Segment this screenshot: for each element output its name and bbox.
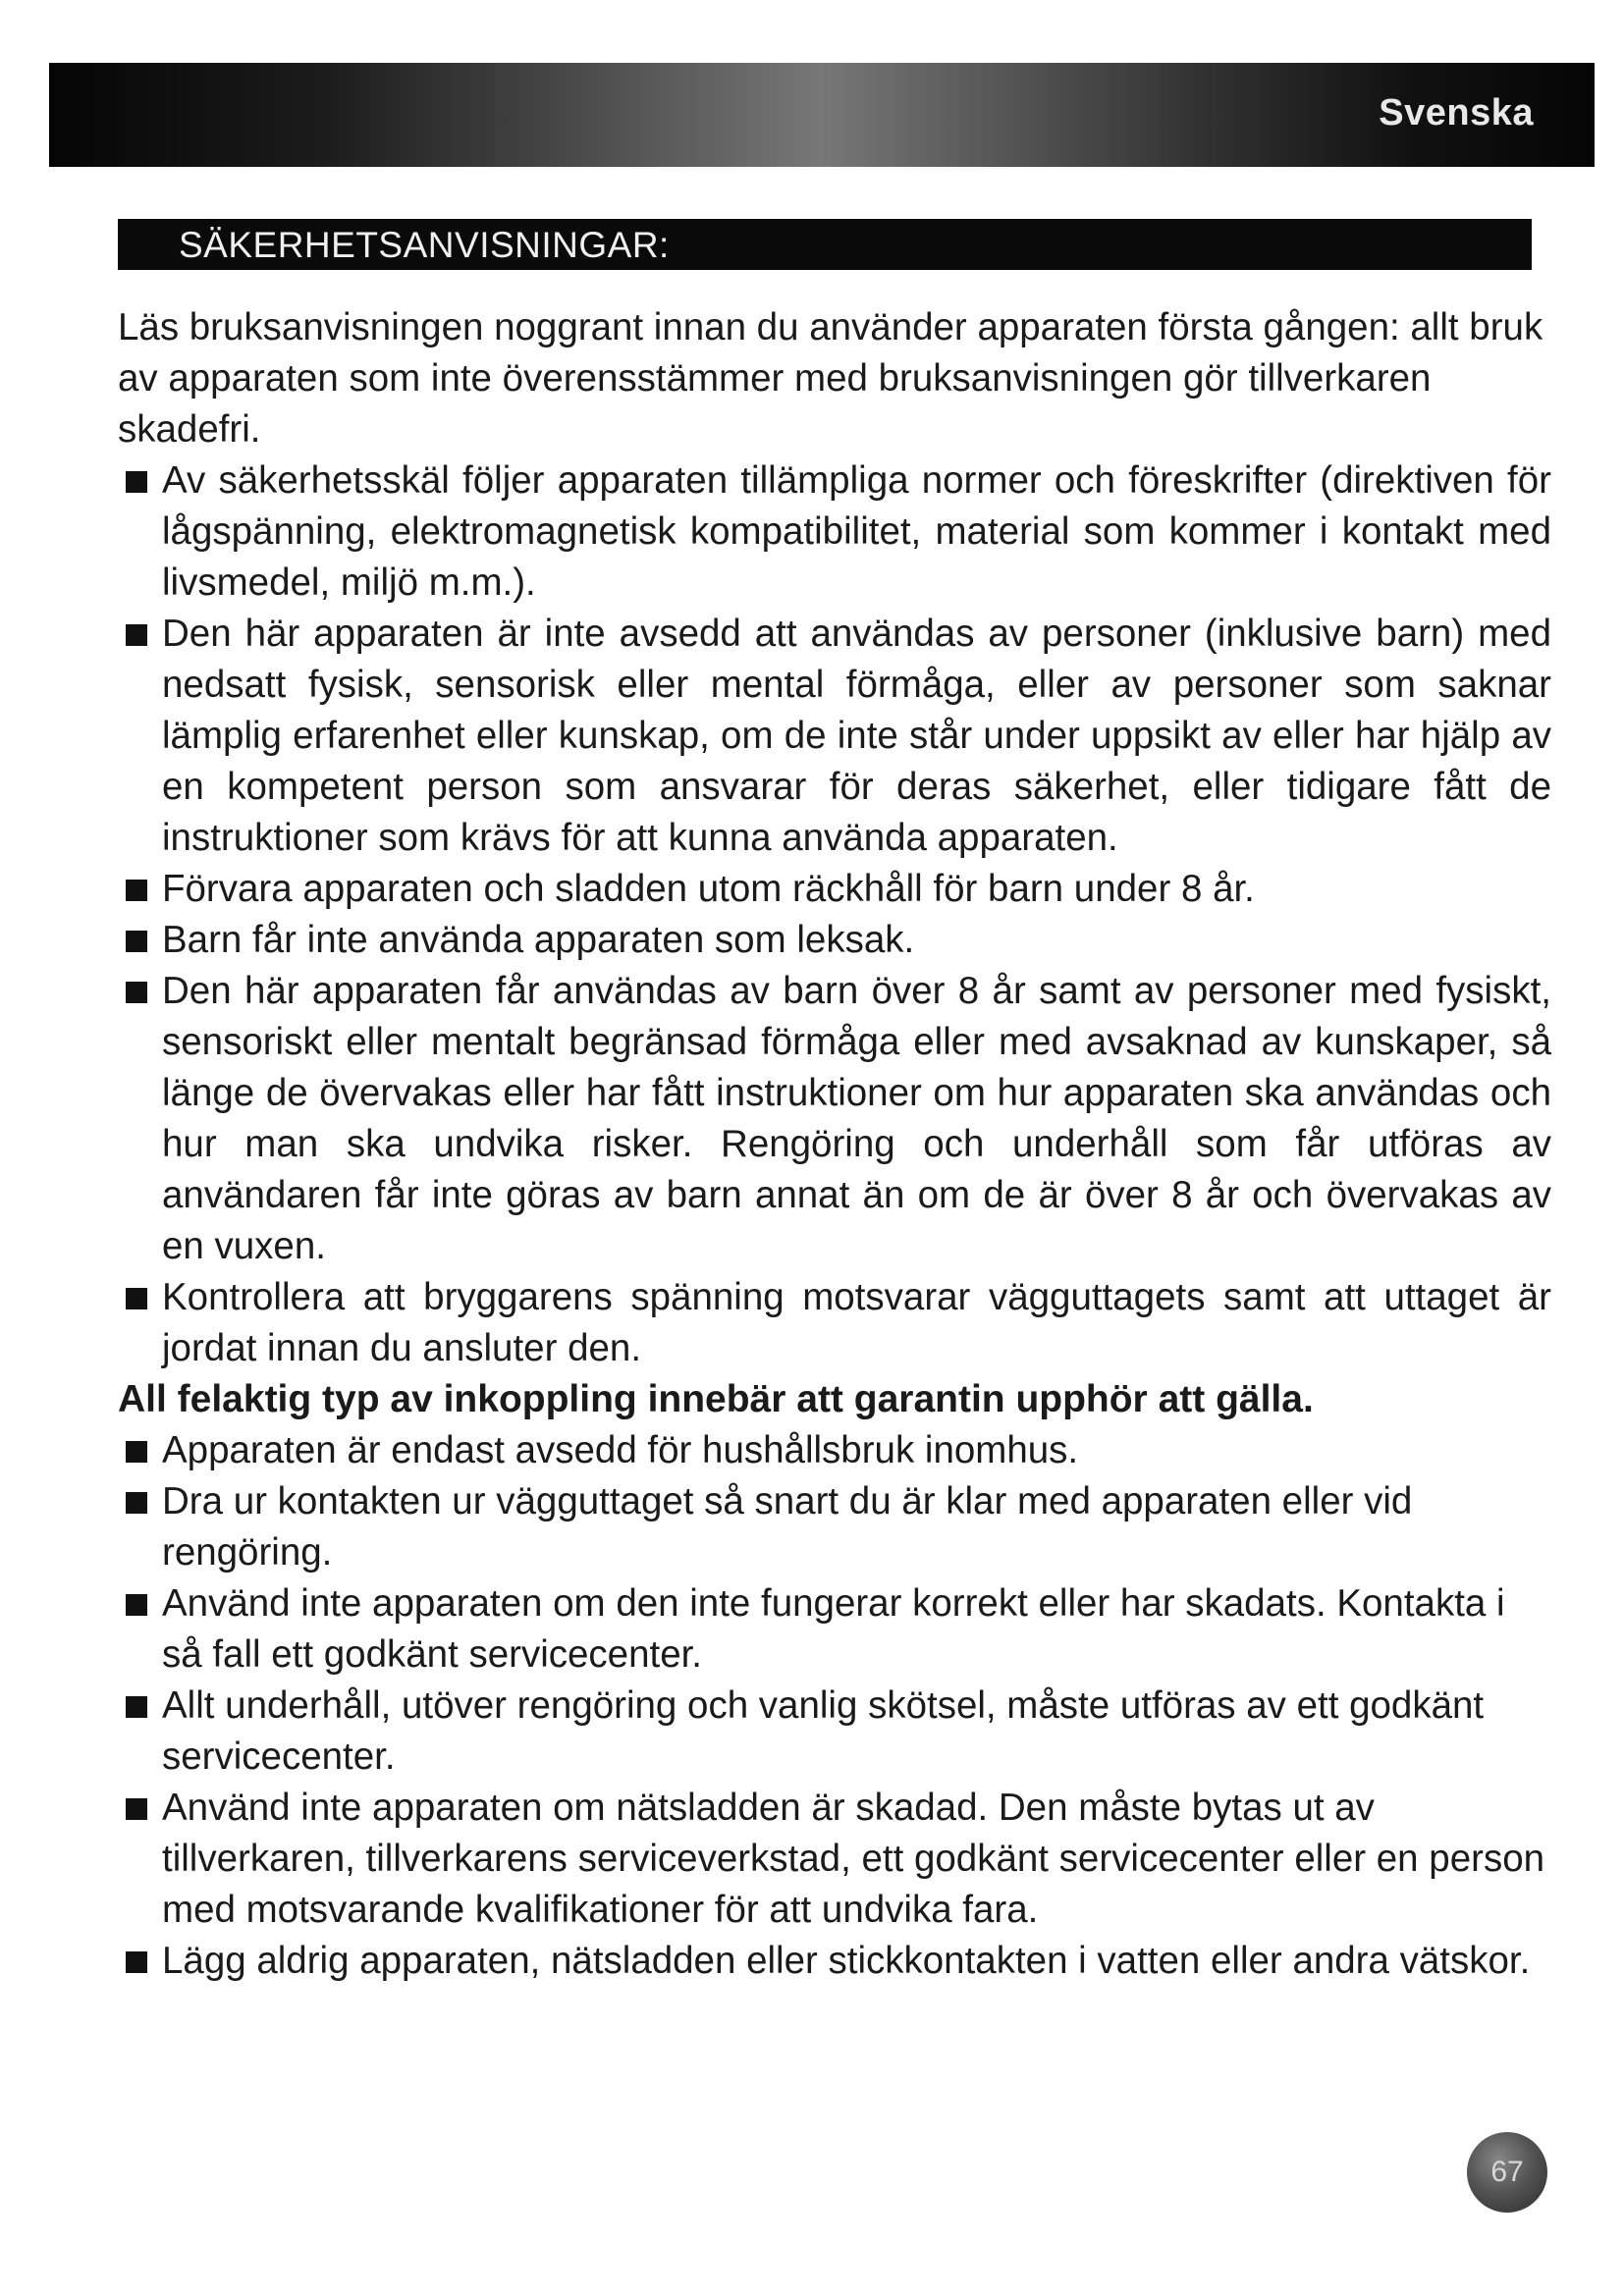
language-label: Svenska: [1379, 92, 1534, 133]
square-bullet-icon: [126, 982, 147, 1003]
intro-paragraph: Läs bruksanvisningen noggrant innan du använder apparaten första gången: allt bruk av apparaten som inte överensstämmer med bruksanvisningen gör tillverkaren skadefri.: [118, 306, 1543, 451]
list-item-text: Förvara apparaten och sladden utom räckhåll för barn under 8 år.: [162, 868, 1255, 910]
list-item: [118, 609, 1551, 864]
list-item-text: Lägg aldrig apparaten, nätsladden eller stickkontakten i vatten eller andra vätskor.: [162, 1940, 1531, 1982]
list-item: [118, 1578, 1551, 1681]
section-heading-bar: [118, 219, 1532, 270]
list-item-text: Kontrollera att bryggarens spänning motsvarar vägguttagets samt att uttaget är jordat innan du ansluter den.: [162, 1276, 1551, 1369]
list-item: [118, 1783, 1551, 1936]
square-bullet-icon: [126, 880, 147, 901]
section-title: SÄKERHETSANVISNINGAR:: [179, 225, 670, 265]
safety-list-2: [118, 1425, 1551, 1987]
square-bullet-icon: [126, 624, 147, 646]
list-item-text: Den här apparaten får användas av barn över 8 år samt av personer med fysiskt, sensoriskt eller mentalt begränsad förmåga eller med avsaknad av kunskaper, så länge de övervakas eller har fått instruktioner om hur apparaten ska användas och hur man ska undvika risker. Rengöring och underhåll som får utföras av användaren får inte göras av barn annat än om de är över 8 år och övervakas av en vuxen.: [162, 970, 1551, 1267]
square-bullet-icon: [126, 1288, 147, 1309]
list-item-text: Allt underhåll, utöver rengöring och vanlig skötsel, måste utföras av ett godkänt servicecenter.: [162, 1684, 1485, 1778]
list-item-text: Apparaten är endast avsedd för hushållsbruk inomhus.: [162, 1429, 1079, 1471]
list-item: [118, 1936, 1551, 1987]
list-item: [118, 864, 1551, 915]
list-item-text: Dra ur kontakten ur vägguttaget så snart du är klar med apparaten eller vid rengöring.: [162, 1480, 1413, 1574]
square-bullet-icon: [126, 1492, 147, 1514]
square-bullet-icon: [126, 471, 147, 493]
list-item: [118, 1272, 1551, 1374]
list-item-text: Barn får inte använda apparaten som leksak.: [162, 919, 915, 961]
square-bullet-icon: [126, 931, 147, 952]
square-bullet-icon: [126, 1441, 147, 1463]
square-bullet-icon: [126, 1951, 147, 1973]
list-item-text: Använd inte apparaten om nätsladden är skadad. Den måste bytas ut av tillverkaren, tillverkarens serviceverkstad, ett godkänt servicecenter eller en person med motsvarande kvalifikationer för att undvika fara.: [162, 1787, 1545, 1931]
list-item-text: Av säkerhetsskäl följer apparaten tillämpliga normer och föreskrifter (direktiven för lågspänning, elektromagnetisk kompatibilitet, material som kommer i kontakt med livsmedel, miljö m.m.).: [162, 459, 1551, 604]
list-item-text: Använd inte apparaten om den inte fungerar korrekt eller har skadats. Kontakta i så fall ett godkänt servicecenter.: [162, 1582, 1505, 1676]
list-item: [118, 1425, 1551, 1476]
list-item: [118, 966, 1551, 1272]
square-bullet-icon: [126, 1798, 147, 1820]
page-number-badge: 67: [1467, 2132, 1547, 2213]
list-item: [118, 1681, 1551, 1783]
list-item: [118, 1476, 1551, 1578]
language-banner: [49, 63, 1595, 167]
list-item: [118, 455, 1551, 609]
square-bullet-icon: [126, 1696, 147, 1718]
list-item-text: Den här apparaten är inte avsedd att användas av personer (inklusive barn) med nedsatt fysisk, sensorisk eller mental förmåga, eller av personer som saknar lämplig erfarenhet eller kunskap, om de inte står under uppsikt av eller har hjälp av en kompetent person som ansvarar för deras säkerhet, eller tidigare fått de instruktioner som krävs för att kunna använda apparaten.: [162, 613, 1551, 859]
safety-list-1: [118, 455, 1551, 1374]
safety-instructions-body: [118, 302, 1551, 1987]
square-bullet-icon: [126, 1594, 147, 1616]
list-item: [118, 915, 1551, 966]
warranty-warning: All felaktig typ av inkoppling innebär att garantin upphör att gälla.: [118, 1378, 1314, 1420]
